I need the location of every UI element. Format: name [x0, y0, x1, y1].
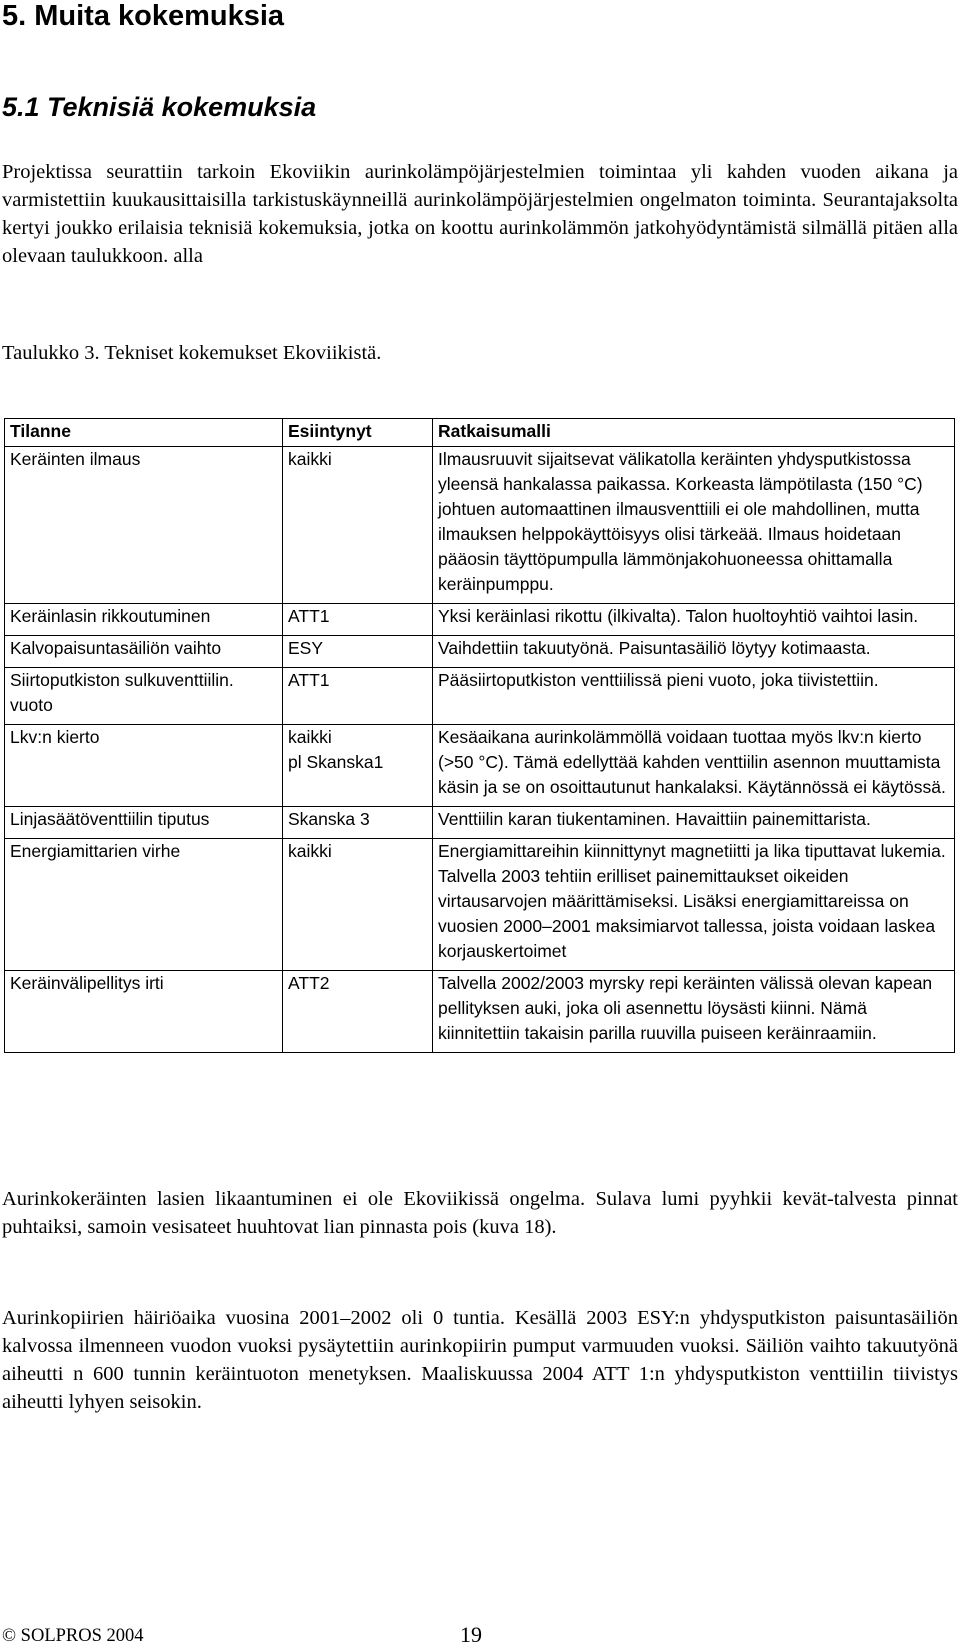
cell-situation: Lkv:n kierto	[5, 725, 283, 807]
table-row	[5, 604, 955, 636]
cell-occurred: kaikki	[283, 839, 433, 971]
table-row	[5, 971, 955, 1053]
cell-occurred: kaikki	[283, 447, 433, 604]
cell-solution: Ilmausruuvit sijaitsevat välikatolla keräinten yhdysputkistossa yleensä hankalassa paikassa. Korkeasta lämpötilasta (150 °C) johtuen automaattinen ilmausventtiili ei ole mahdollinen, mutta ilmauksen helppokäyttöisyys olisi tärkeää. Ilmaus hoidetaan pääosin täyttöpumpulla lämmönjakohuoneessa ohittamalla keräinpumppu.	[433, 447, 955, 604]
header-situation: Tilanne	[5, 419, 283, 447]
cell-situation: Keräinvälipellitys irti	[5, 971, 283, 1053]
cell-occurred: kaikki pl Skanska1	[283, 725, 433, 807]
table-row	[5, 447, 955, 604]
cell-occurred: ATT1	[283, 604, 433, 636]
cell-solution: Yksi keräinlasi rikottu (ilkivalta). Talon huoltoyhtiö vaihtoi lasin.	[433, 604, 955, 636]
cell-occurred: ATT2	[283, 971, 433, 1053]
table-row	[5, 668, 955, 725]
cell-solution: Kesäaikana aurinkolämmöllä voidaan tuottaa myös lkv:n kierto (>50 °C). Tämä edellyttää kahden venttiilin asennon muuttamista käsin ja se on osoittautunut hankalaksi. Käytännössä ei käytössä.	[433, 725, 955, 807]
cell-occurred: ESY	[283, 636, 433, 668]
footer-copyright: © SOLPROS 2004	[2, 1626, 144, 1646]
paragraph-downtime: Aurinkopiirien häiriöaika vuosina 2001–2002 oli 0 tuntia. Kesällä 2003 ESY:n yhdysputkiston paisuntasäiliön kalvossa ilmenneen vuodon vuoksi pysäytettiin aurinkopiirin pumput varmuuden vuoksi. Säiliön vaihto takuutyönä aiheutti n 600 tunnin keräintuoton menetyksen. Maaliskuussa 2004 ATT 1:n yhdysputkiston venttiilin tiivistys aiheutti lyhyen seisokin.	[2, 1307, 958, 1413]
cell-solution: Vaihdettiin takuutyönä. Paisuntasäiliö löytyy kotimaasta.	[433, 636, 955, 668]
table-body	[5, 447, 955, 1053]
cell-solution: Pääsiirtoputkiston venttiilissä pieni vuoto, joka tiivistettiin.	[433, 668, 955, 725]
cell-solution: Talvella 2002/2003 myrsky repi keräinten välissä olevan kapean pellityksen auki, joka oli asennettu löysästi kiinni. Nämä kiinnitettiin takaisin parilla ruuvilla puiseen keräinraamiin.	[433, 971, 955, 1053]
page-number: 19	[460, 1622, 482, 1647]
intro-paragraph: Projektissa seurattiin tarkoin Ekoviikin aurinkolämpöjärjestelmien toimintaa yli kahden vuoden aikana ja varmistettiin kuukausittaisilla tarkistuskäynneillä aurinkolämpöjärjestelmien ongelmaton toiminta. Seurantajaksolta kertyi joukko erilaisia teknisiä kokemuksia, jotka on koottu aurinkolämmön jatkohyödyntämistä silmällä pitäen alla olevaan taulukkoon. alla	[2, 161, 958, 267]
header-solution: Ratkaisumalli	[433, 419, 955, 447]
table-row	[5, 725, 955, 807]
cell-situation: Keräinten ilmaus	[5, 447, 283, 604]
cell-situation: Keräinlasin rikkoutuminen	[5, 604, 283, 636]
cell-solution: Venttiilin karan tiukentaminen. Havaittiin painemittarista.	[433, 807, 955, 839]
subsection-title: 5.1 Teknisiä kokemuksia	[2, 92, 317, 122]
paragraph-dirt: Aurinkokeräinten lasien likaantuminen ei ole Ekoviikissä ongelma. Sulava lumi pyyhkii kevät-talvesta pinnat puhtaiksi, samoin vesisateet huuhtovat lian pinnasta pois (kuva 18).	[2, 1188, 958, 1238]
header-occurred: Esiintynyt	[283, 419, 433, 447]
table-row	[5, 807, 955, 839]
cell-situation: Linjasäätöventtiilin tiputus	[5, 807, 283, 839]
table-row	[5, 839, 955, 971]
cell-occurred: ATT1	[283, 668, 433, 725]
table-row	[5, 636, 955, 668]
section-title: 5. Muita kokemuksia	[2, 0, 285, 32]
cell-occurred: Skanska 3	[283, 807, 433, 839]
cell-situation: Siirtoputkiston sulkuventtiilin. vuoto	[5, 668, 283, 725]
experiences-table	[4, 418, 955, 1053]
table-header-row	[5, 419, 955, 447]
table-caption: Taulukko 3. Tekniset kokemukset Ekoviikistä.	[2, 342, 382, 364]
cell-situation: Energiamittarien virhe	[5, 839, 283, 971]
cell-solution: Energiamittareihin kiinnittynyt magnetiitti ja lika tiputtavat lukemia. Talvella 2003 tehtiin erilliset painemittaukset oikeiden virtausarvojen määrittämiseksi. Lisäksi energiamittareissa on vuosien 2000–2001 maksimiarvot tallessa, joista voidaan laskea korjauskertoimet	[433, 839, 955, 971]
cell-situation: Kalvopaisuntasäiliön vaihto	[5, 636, 283, 668]
